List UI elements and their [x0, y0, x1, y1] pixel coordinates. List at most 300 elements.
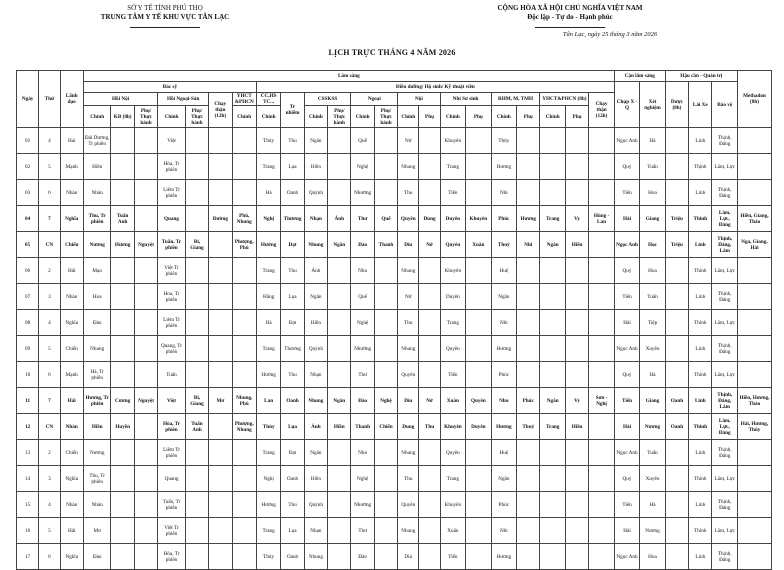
- table-cell: Nghĩa: [60, 206, 83, 232]
- table-cell: [328, 284, 351, 310]
- table-row: [17, 154, 772, 180]
- table-cell: Quyên: [440, 232, 465, 258]
- table-cell: [466, 544, 491, 570]
- table-cell: [517, 310, 540, 336]
- table-cell: 6: [39, 362, 60, 388]
- table-cell: 01: [17, 128, 39, 154]
- table-cell: Lâm, Lực, Đảng: [712, 206, 737, 232]
- table-cell: Mơ: [83, 518, 111, 544]
- table-cell: [185, 284, 208, 310]
- table-cell: [185, 440, 208, 466]
- table-cell: Thinh: [689, 206, 712, 232]
- table-cell: [419, 284, 440, 310]
- table-cell: Tiến: [614, 180, 639, 206]
- table-cell: Nghệ: [374, 388, 397, 414]
- table-cell: Đạt: [281, 440, 304, 466]
- group-hau-can: Hậu cần - Quản trị: [665, 71, 737, 82]
- table-row: [17, 180, 772, 206]
- table-cell: [737, 154, 771, 180]
- table-cell: Nghệ: [351, 466, 374, 492]
- table-cell: Hải: [614, 518, 639, 544]
- table-cell: [589, 180, 615, 206]
- table-cell: [134, 206, 157, 232]
- table-cell: Hà: [256, 310, 280, 336]
- table-cell: Lụa: [281, 414, 304, 440]
- table-cell: [540, 440, 565, 466]
- col-chay-than-dd: Chạy thận (12h): [589, 93, 615, 128]
- table-cell: [737, 180, 771, 206]
- table-cell: 7: [39, 388, 60, 414]
- table-cell: [565, 518, 588, 544]
- table-cell: Hoa: [640, 180, 665, 206]
- table-cell: Khuyên: [440, 128, 465, 154]
- table-cell: CN: [39, 414, 60, 440]
- table-cell: [185, 206, 208, 232]
- table-cell: [466, 154, 491, 180]
- table-cell: [185, 544, 208, 570]
- table-cell: [737, 518, 771, 544]
- table-cell: [328, 440, 351, 466]
- table-row: [17, 440, 772, 466]
- table-cell: [134, 492, 157, 518]
- table-cell: Nhung: [398, 518, 419, 544]
- table-cell: Linh: [689, 232, 712, 258]
- table-cell: [419, 336, 440, 362]
- table-cell: [232, 336, 256, 362]
- table-cell: Nở: [419, 232, 440, 258]
- col-yhct-bs: YHCT &PHCN: [232, 93, 256, 106]
- col-thu: Thứ: [39, 71, 60, 128]
- table-cell: [540, 180, 565, 206]
- table-cell: [111, 492, 134, 518]
- table-cell: [232, 310, 256, 336]
- table-cell: [374, 362, 397, 388]
- table-cell: 12: [17, 414, 39, 440]
- table-cell: Chiến: [374, 414, 397, 440]
- table-cell: Hai: [60, 128, 83, 154]
- table-cell: [374, 544, 397, 570]
- table-cell: Linh: [689, 284, 712, 310]
- table-cell: Thịnh, Đảng: [712, 284, 737, 310]
- table-cell: Trang: [256, 440, 280, 466]
- table-cell: [328, 492, 351, 518]
- table-cell: 5: [39, 518, 60, 544]
- table-cell: [232, 362, 256, 388]
- table-cell: Hải: [60, 388, 83, 414]
- table-cell: [328, 362, 351, 388]
- table-cell: Tuấn: [158, 362, 186, 388]
- table-cell: [517, 544, 540, 570]
- table-cell: Dìu: [398, 232, 419, 258]
- table-cell: [209, 518, 232, 544]
- table-cell: [111, 180, 134, 206]
- table-cell: Thịnh, Đảng, Lâm: [712, 232, 737, 258]
- table-cell: Nhung: [398, 336, 419, 362]
- sub-phu-thuc-hanh: Phụ/ Thực hành: [134, 106, 157, 128]
- table-cell: Triệu: [665, 232, 688, 258]
- table-cell: Đường: [209, 206, 232, 232]
- table-cell: Khuyên: [466, 206, 491, 232]
- table-cell: [466, 128, 491, 154]
- table-cell: Cương: [111, 388, 134, 414]
- table-cell: [111, 336, 134, 362]
- table-cell: [374, 258, 397, 284]
- table-cell: [565, 310, 588, 336]
- table-cell: 05: [17, 232, 39, 258]
- table-cell: Dìu: [398, 544, 419, 570]
- page-title: LỊCH TRỰC THÁNG 4 NĂM 2026: [328, 48, 456, 57]
- table-cell: [466, 258, 491, 284]
- table-cell: Thanh: [374, 232, 397, 258]
- table-cell: Việt: [158, 128, 186, 154]
- table-cell: Thịnh: [689, 154, 712, 180]
- table-cell: Thuỷ: [517, 414, 540, 440]
- table-cell: Dung: [398, 414, 419, 440]
- table-cell: [419, 466, 440, 492]
- table-cell: 6: [39, 180, 60, 206]
- table-cell: [565, 336, 588, 362]
- table-cell: Ngân: [491, 466, 516, 492]
- table-row: [17, 492, 772, 518]
- col-methadon: Methadon (8h): [737, 71, 771, 128]
- table-cell: Thư: [351, 362, 374, 388]
- table-cell: Lụa: [281, 518, 304, 544]
- table-cell: Thủy: [256, 414, 280, 440]
- table-row: [17, 336, 772, 362]
- table-cell: [374, 154, 397, 180]
- table-cell: Tiến: [440, 180, 465, 206]
- table-cell: [665, 128, 688, 154]
- col-duoc: Dược (8h): [665, 82, 688, 128]
- table-cell: 07: [17, 284, 39, 310]
- table-cell: [209, 154, 232, 180]
- table-cell: Hiền: [565, 232, 588, 258]
- table-cell: 15: [17, 492, 39, 518]
- table-cell: [209, 466, 232, 492]
- table-cell: Trang: [440, 310, 465, 336]
- table-cell: Giang: [640, 388, 665, 414]
- sub-phu: Phụ: [565, 106, 588, 128]
- table-cell: Phúc: [491, 492, 516, 518]
- table-cell: Sơn - Nghị: [589, 388, 615, 414]
- table-cell: Đạt: [281, 310, 304, 336]
- table-cell: [665, 154, 688, 180]
- table-cell: [209, 544, 232, 570]
- table-cell: Ngân: [304, 440, 327, 466]
- table-cell: Giang: [640, 206, 665, 232]
- table-cell: [565, 180, 588, 206]
- group-can-lam-sang: Cận lâm sàng: [614, 71, 665, 82]
- sub-chinh: Chính: [304, 106, 327, 128]
- table-cell: [111, 362, 134, 388]
- table-cell: Thu, Tr phiên: [83, 466, 111, 492]
- table-cell: Trang: [440, 466, 465, 492]
- table-cell: Quý: [614, 258, 639, 284]
- table-cell: [185, 336, 208, 362]
- table-cell: Linh: [689, 180, 712, 206]
- table-cell: Hương, Tr phiên: [83, 388, 111, 414]
- table-cell: [232, 440, 256, 466]
- sub-phu: Phụ: [466, 106, 491, 128]
- table-cell: Thinh: [689, 258, 712, 284]
- table-cell: Nhung: [83, 336, 111, 362]
- table-cell: [540, 284, 565, 310]
- col-hoi-noi: Hồi Nội: [83, 93, 157, 106]
- table-cell: [134, 466, 157, 492]
- table-cell: Đào: [351, 388, 374, 414]
- table-cell: Hà: [256, 180, 280, 206]
- table-cell: [589, 544, 615, 570]
- table-cell: [374, 336, 397, 362]
- table-cell: Nhu: [351, 440, 374, 466]
- table-cell: [517, 518, 540, 544]
- table-cell: Nghị: [256, 206, 280, 232]
- table-cell: [565, 154, 588, 180]
- table-cell: [374, 310, 397, 336]
- table-cell: Oanh: [665, 388, 688, 414]
- table-cell: Nhàn: [60, 414, 83, 440]
- table-cell: Đài Dương, Tr phiên: [83, 128, 111, 154]
- table-cell: [111, 466, 134, 492]
- table-row: [17, 284, 772, 310]
- organization-name: TRUNG TÂM Y TẾ KHU VỰC TÂN LẠC: [100, 13, 230, 21]
- table-cell: [565, 284, 588, 310]
- table-cell: Chiến: [60, 440, 83, 466]
- table-cell: [540, 258, 565, 284]
- table-cell: [665, 336, 688, 362]
- col-tr-nhiem: Tr nhiễm: [281, 93, 304, 128]
- table-cell: Quế: [374, 206, 397, 232]
- table-cell: Hải: [614, 310, 639, 336]
- table-cell: Nương: [640, 414, 665, 440]
- table-cell: Mạnh: [60, 154, 83, 180]
- header-left: [70, 4, 260, 31]
- table-cell: [185, 180, 208, 206]
- table-cell: Quang: [158, 466, 186, 492]
- table-cell: [737, 544, 771, 570]
- table-cell: Khuyên: [440, 414, 465, 440]
- table-cell: Thịnh, Đảng: [712, 492, 737, 518]
- table-cell: [589, 128, 615, 154]
- table-cell: Nhung: [398, 154, 419, 180]
- table-cell: [517, 128, 540, 154]
- table-cell: Thịnh, Đảng: [712, 544, 737, 570]
- table-cell: Ánh: [304, 414, 327, 440]
- col-bao-ve: Bảo vệ: [712, 82, 737, 128]
- table-cell: [419, 440, 440, 466]
- table-cell: Nghĩa: [60, 544, 83, 570]
- table-cell: [665, 362, 688, 388]
- table-cell: Vy: [565, 206, 588, 232]
- sub-chinh: Chính: [398, 106, 419, 128]
- table-cell: Quyên: [440, 336, 465, 362]
- table-cell: Nhung: [398, 258, 419, 284]
- table-cell: Việt Tr phiên: [158, 518, 186, 544]
- table-cell: Thu: [398, 466, 419, 492]
- table-cell: [466, 310, 491, 336]
- col-rhm: RHM, M, TMH: [491, 93, 540, 106]
- col-nhi-so-sinh: Nhi Sơ sinh: [440, 93, 491, 106]
- table-cell: Hải: [614, 414, 639, 440]
- duty-schedule-table: [16, 70, 772, 570]
- table-cell: [589, 518, 615, 544]
- table-cell: [466, 180, 491, 206]
- table-cell: 4: [39, 128, 60, 154]
- table-cell: Nhàn: [60, 180, 83, 206]
- table-cell: Tiến: [614, 388, 639, 414]
- table-cell: Thu: [281, 258, 304, 284]
- table-cell: Lụa: [281, 284, 304, 310]
- table-cell: Quế: [351, 284, 374, 310]
- table-cell: Thủy: [256, 544, 280, 570]
- table-cell: Thịnh, Đảng: [712, 440, 737, 466]
- table-cell: Thủy: [491, 128, 516, 154]
- table-cell: Thu: [398, 310, 419, 336]
- table-cell: Oanh: [281, 466, 304, 492]
- table-row: [17, 128, 772, 154]
- table-cell: [134, 284, 157, 310]
- col-lanh-dao: Lãnh đạo: [60, 71, 83, 128]
- table-cell: [209, 232, 232, 258]
- table-cell: Hiền, Hương, Thảo: [737, 388, 771, 414]
- table-cell: Hương: [517, 206, 540, 232]
- sub-phu-thuc-hanh: Phụ/ Thực hành: [374, 106, 397, 128]
- table-cell: Lâm, Lực, Đảng: [712, 414, 737, 440]
- table-cell: Huệ: [491, 258, 516, 284]
- table-cell: [185, 128, 208, 154]
- table-cell: Nhàn: [60, 284, 83, 310]
- table-cell: 2: [39, 440, 60, 466]
- table-cell: Hòa, Tr phiên: [158, 544, 186, 570]
- table-cell: Hằng: [256, 284, 280, 310]
- table-cell: [328, 310, 351, 336]
- table-cell: Hiền: [328, 414, 351, 440]
- table-cell: Thương: [281, 206, 304, 232]
- table-cell: Tiệp: [640, 310, 665, 336]
- table-cell: Ngân: [328, 232, 351, 258]
- table-cell: Hiền: [304, 154, 327, 180]
- table-cell: [665, 492, 688, 518]
- table-cell: Phượng, Nhung: [232, 414, 256, 440]
- table-cell: Nương: [83, 232, 111, 258]
- table-cell: Ngân: [304, 128, 327, 154]
- table-cell: Nhu: [491, 388, 516, 414]
- table-cell: Oanh: [281, 388, 304, 414]
- table-cell: Hương: [111, 232, 134, 258]
- table-cell: 4: [39, 310, 60, 336]
- table-cell: Nghĩa: [60, 466, 83, 492]
- table-cell: Hoa: [640, 258, 665, 284]
- table-cell: [517, 258, 540, 284]
- table-cell: Thu: [419, 414, 440, 440]
- table-cell: [328, 544, 351, 570]
- table-cell: [737, 336, 771, 362]
- table-cell: Tuấn: [640, 284, 665, 310]
- col-hoi-ngoai-san: Hồi Ngoại-Sản: [158, 93, 209, 106]
- table-cell: Ngân: [304, 284, 327, 310]
- table-cell: 4: [39, 492, 60, 518]
- table-cell: Hương: [491, 154, 516, 180]
- table-cell: Trang: [540, 414, 565, 440]
- table-cell: Nhi: [517, 232, 540, 258]
- table-cell: [565, 544, 588, 570]
- table-cell: Quế: [351, 128, 374, 154]
- table-cell: [589, 258, 615, 284]
- table-cell: Tiến: [440, 362, 465, 388]
- table-cell: [540, 518, 565, 544]
- table-cell: [737, 466, 771, 492]
- table-cell: [185, 154, 208, 180]
- table-row: [17, 518, 772, 544]
- table-cell: 10: [17, 362, 39, 388]
- table-cell: Bi, Giang: [185, 388, 208, 414]
- table-cell: Ngân: [491, 284, 516, 310]
- table-cell: 06: [17, 258, 39, 284]
- table-cell: Linh: [689, 492, 712, 518]
- table-cell: [540, 336, 565, 362]
- table-cell: Oanh: [281, 180, 304, 206]
- table-row: [17, 310, 772, 336]
- table-cell: [232, 154, 256, 180]
- table-cell: Thu, Tr phiên: [83, 206, 111, 232]
- table-cell: Xuyên: [640, 336, 665, 362]
- table-cell: Việt: [158, 388, 186, 414]
- table-cell: Hà: [640, 362, 665, 388]
- table-cell: [665, 284, 688, 310]
- group-bac-si: Bác sỹ: [83, 82, 256, 93]
- table-cell: [209, 336, 232, 362]
- table-cell: Tiến: [614, 284, 639, 310]
- table-cell: 17: [17, 544, 39, 570]
- table-cell: 14: [17, 466, 39, 492]
- table-cell: Quyên: [398, 492, 419, 518]
- table-cell: Thinh: [689, 310, 712, 336]
- table-cell: Nga, Giang, Hải: [737, 232, 771, 258]
- table-cell: Hòa, Tr phiên: [158, 414, 186, 440]
- table-cell: Hải: [614, 206, 639, 232]
- table-cell: [134, 180, 157, 206]
- table-cell: Quyên: [398, 362, 419, 388]
- table-cell: Nhi: [491, 518, 516, 544]
- table-cell: [185, 492, 208, 518]
- table-cell: [134, 128, 157, 154]
- table-cell: 04: [17, 206, 39, 232]
- table-cell: [134, 544, 157, 570]
- table-cell: Khuyên: [440, 492, 465, 518]
- table-cell: Nghĩa: [60, 310, 83, 336]
- table-cell: [209, 258, 232, 284]
- table-cell: Xuyên: [640, 466, 665, 492]
- table-cell: [517, 440, 540, 466]
- table-cell: [737, 440, 771, 466]
- table-cell: [419, 518, 440, 544]
- table-cell: [517, 492, 540, 518]
- table-cell: [517, 154, 540, 180]
- table-cell: [134, 310, 157, 336]
- table-cell: Hường: [256, 362, 280, 388]
- table-cell: [419, 310, 440, 336]
- table-cell: [328, 180, 351, 206]
- table-cell: Lâm, Lực: [712, 362, 737, 388]
- schedule-body: [17, 128, 772, 570]
- table-cell: 5: [39, 336, 60, 362]
- table-cell: Trang: [256, 258, 280, 284]
- col-xet-nghiem: Xét nghiệm: [640, 82, 665, 128]
- table-cell: Tuấn Anh: [111, 206, 134, 232]
- table-cell: Việt Tr phiên: [158, 258, 186, 284]
- place-date: Tân Lạc, ngày 25 tháng 3 năm 2026: [562, 31, 658, 38]
- table-cell: CN: [39, 232, 60, 258]
